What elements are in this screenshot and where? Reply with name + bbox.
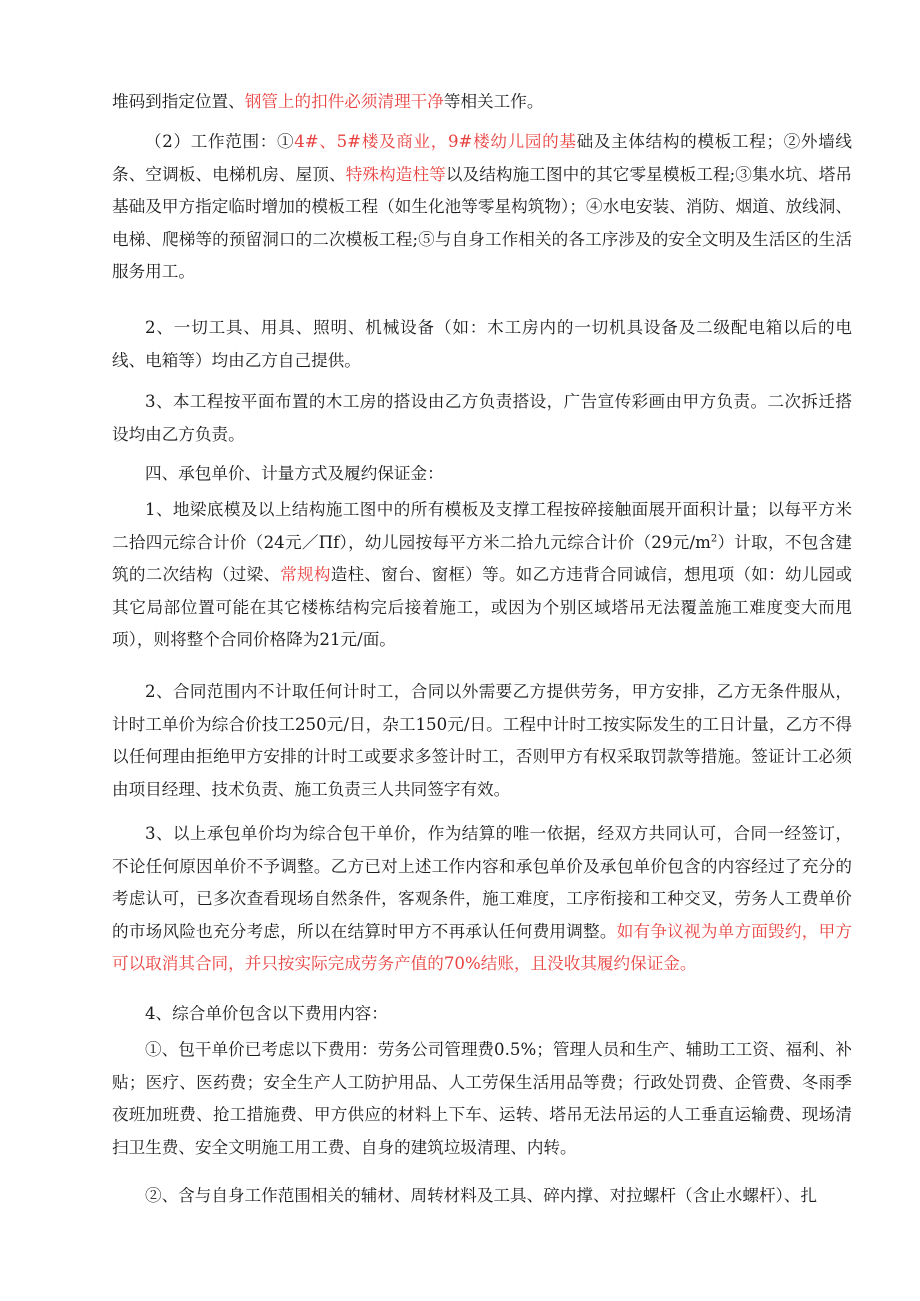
section-heading	[112, 458, 852, 491]
paragraph-lump-sum	[112, 818, 852, 981]
text-span: 2、合同范围内不计取任何计时工，合同以外需要乙方提供劳务，甲方安排，乙方无条件服从，计时工单价为综合价技工250元/日，杂工150元/日。工程中计时工按实际发生的工日计量，乙方不得以任何理由拒绝甲方安排的计时工或要求多签计时工，否则甲方有权采取罚款等措施。签证计工必须由项目经理、技术负责、施工负责三人共同签字有效。	[112, 682, 852, 799]
highlight-text: 特殊构造柱等	[345, 164, 446, 184]
paragraph-materials	[112, 1180, 852, 1213]
text-span: ①、包干单价已考虑以下费用：劳务公司管理费0.5%；管理人员和生产、辅助工工资、福利、补贴；医疗、医药费；安全生产人工防护用品、人工劳保生活用品等费；行政处罚费、企管费、冬雨季夜班加班费、抢工措施费、甲方供应的材料上下车、运转、塔吊无法吊运的人工垂直运输费、现场清扫卫生费、安全文明施工用工费、自身的建筑垃圾清理、内转。	[112, 1040, 852, 1157]
highlight-text: 4#、5#楼及商业，9#楼幼儿园的基	[294, 132, 577, 151]
text-span: 堆码到指定位置、	[112, 92, 245, 111]
paragraph-continuation	[112, 86, 852, 119]
paragraph-work-scope	[112, 126, 852, 289]
text-span: 础及主体结构的模板工程；②外墙线条、空调板、电梯机房、屋顶、	[112, 132, 852, 184]
paragraph-costs-included	[112, 1034, 852, 1164]
text-span: 造柱、窗台、窗框）等。如乙方违背合同诚信，想甩项（如：幼儿园或其它局部位置可能在其它楼栋结构完后接着施工，或因为个别区域塔吊无法覆盖施工难度变大而甩项），则将整个合同价格降为21元/面。	[112, 565, 853, 650]
highlight-text: 钢管上的扣件必须清理干净	[244, 92, 444, 111]
highlight-text: 如有争议视为单方面毁约，甲方可以取消其合同，并只按实际完成劳务产值的70%结账，且没收其履约保证金。	[112, 921, 853, 974]
text-span: 3、以上承包单价均为综合包干单价，作为结算的唯一依据，经双方共同认可，合同一经签订，不论任何原因单价不予调整。乙方已对上述工作内容和承包单价及承包单价包含的内容经过了充分的考虑认可，已多次查看现场自然条件，客观条件，施工难度，工序衔接和工种交叉，劳务人工费单价的市场风险也充分考虑，所以在结算时甲方不再承认任何费用调整。	[112, 824, 852, 941]
text-span: ）计取，不包含建筑的二次结构（过梁、	[112, 532, 853, 585]
paragraph-unit-price	[112, 494, 852, 657]
text-span: 等相关工作。	[443, 92, 544, 111]
paragraph-tools	[112, 312, 852, 377]
text-span: 2、一切工具、用具、照明、机械设备（如：木工房内的一切机具设备及二级配电箱以后的电线、电箱等）均由乙方自己提供。	[112, 318, 852, 370]
text-span: 4、综合单价包含以下费用内容：	[145, 1004, 388, 1023]
superscript: 2	[710, 533, 718, 545]
text-span: 1、地梁底模及以上结构施工图中的所有模板及支撑工程按碎接触面展开面积计量；以每平方米二拾四元综合计价（24元／Πf），幼儿园按每平方米二拾九元综合计价（29元/m	[112, 500, 852, 552]
text-span: 3、本工程按平面布置的木工房的搭设由乙方负责搭设，广告宣传彩画由甲方负责。二次拆迁搭设均由乙方负责。	[112, 392, 852, 444]
paragraph-timework	[112, 676, 852, 806]
text-span: ②、含与自身工作范围相关的辅材、周转材料及工具、碎内撑、对拉螺杆（含止水螺杆）、扎	[145, 1186, 818, 1205]
highlight-text: 常规构	[280, 565, 331, 585]
text-span: 以及结构施工图中的其它零星模板工程;③集水坑、塔吊基础及甲方指定临时增加的模板工程（如生化池等零星构筑物）；④水电安装、消防、烟道、放线洞、电梯、爬梯等的预留洞口的二次模板工程;⑤与自身工作相关的各工序涉及的安全文明及生活区的生活服务用工。	[112, 164, 853, 282]
paragraph-workshop	[112, 386, 852, 451]
paragraph-cost-heading	[112, 998, 852, 1031]
text-span: （2）工作范围：①	[145, 132, 295, 151]
heading-text: 四、承包单价、计量方式及履约保证金：	[145, 464, 444, 483]
